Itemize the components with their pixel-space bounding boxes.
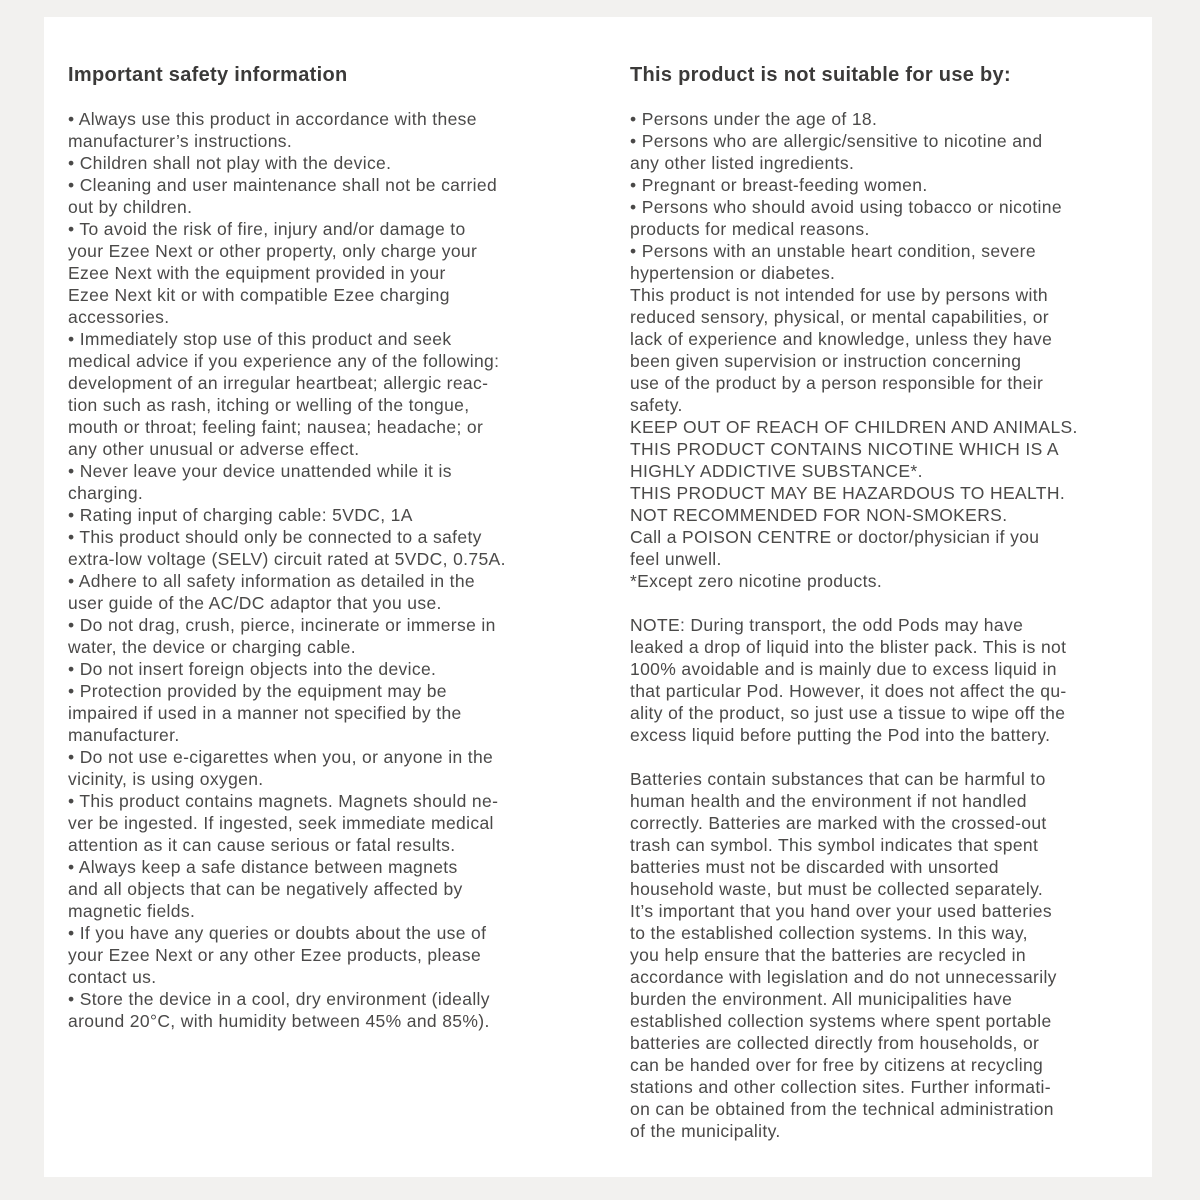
text-line: accordance with legislation and do not unnecessarily — [630, 967, 1057, 987]
text-line: • Pregnant or breast-feeding women. — [630, 175, 928, 195]
text-line: water, the device or charging cable. — [68, 637, 356, 657]
text-line: can be handed over for free by citizens at recycling — [630, 1055, 1044, 1075]
text-line: Call a POISON CENTRE or doctor/physician if you — [630, 527, 1040, 547]
text-line: human health and the environment if not handled — [630, 791, 1027, 811]
text-line: to the established collection systems. In this way, — [630, 923, 1028, 943]
text-line: impaired if used in a manner not specified by the — [68, 703, 462, 723]
text-line: charging. — [68, 483, 144, 503]
text-line: THIS PRODUCT MAY BE HAZARDOUS TO HEALTH. — [630, 483, 1066, 503]
text-line: • To avoid the risk of fire, injury and/or damage to — [68, 219, 466, 239]
text-line: • Do not insert foreign objects into the device. — [68, 659, 437, 679]
text-line: • Persons under the age of 18. — [630, 109, 878, 129]
text-line: your Ezee Next or other property, only charge your — [68, 241, 478, 261]
text-line: out by children. — [68, 197, 193, 217]
text-line: established collection systems where spent portable — [630, 1011, 1052, 1031]
text-line: of the municipality. — [630, 1121, 781, 1141]
safety-info-document — [44, 17, 1152, 1177]
text-line: 100% avoidable and is mainly due to excess liquid in — [630, 659, 1057, 679]
text-line: your Ezee Next or any other Ezee products, please — [68, 945, 482, 965]
text-line: user guide of the AC/DC adaptor that you use. — [68, 593, 442, 613]
text-line: *Except zero nicotine products. — [630, 571, 883, 591]
text-line: and all objects that can be negatively affected by — [68, 879, 463, 899]
text-line: • Adhere to all safety information as detailed in the — [68, 571, 475, 591]
text-line: ality of the product, so just use a tissue to wipe off the — [630, 703, 1066, 723]
text-line: burden the environment. All municipalities have — [630, 989, 1013, 1009]
text-line: KEEP OUT OF REACH OF CHILDREN AND ANIMALS. — [630, 417, 1078, 437]
left-column — [68, 63, 618, 1032]
text-line: • Always use this product in accordance with these — [68, 109, 477, 129]
text-line: you help ensure that the batteries are recycled in — [630, 945, 1026, 965]
text-line: • Always keep a safe distance between magnets — [68, 857, 458, 877]
text-line: This product is not intended for use by persons with — [630, 285, 1048, 305]
text-line: NOT RECOMMENDED FOR NON-SMOKERS. — [630, 505, 1008, 525]
text-line: development of an irregular heartbeat; allergic reac- — [68, 373, 489, 393]
text-line: Batteries contain substances that can be harmful to — [630, 769, 1046, 789]
text-line: • Never leave your device unattended while it is — [68, 461, 452, 481]
text-line: manufacturer’s instructions. — [68, 131, 293, 151]
text-line: been given supervision or instruction concerning — [630, 351, 1022, 371]
text-line: • This product should only be connected to a safety — [68, 527, 482, 547]
text-line: • Persons who are allergic/sensitive to nicotine and — [630, 131, 1043, 151]
text-line: use of the product by a person responsible for their — [630, 373, 1044, 393]
right-column — [630, 63, 1145, 1142]
text-line: It’s important that you hand over your used batteries — [630, 901, 1052, 921]
text-line: • Rating input of charging cable: 5VDC, 1A — [68, 505, 413, 525]
text-line: any other listed ingredients. — [630, 153, 855, 173]
text-line — [630, 746, 1145, 768]
left-column-text — [68, 108, 618, 1032]
left-column-heading: Important safety information — [68, 64, 348, 86]
text-line: correctly. Batteries are marked with the crossed-out — [630, 813, 1047, 833]
text-line: attention as it can cause serious or fatal results. — [68, 835, 456, 855]
text-line: reduced sensory, physical, or mental capabilities, or — [630, 307, 1049, 327]
text-line: Ezee Next with the equipment provided in your — [68, 263, 446, 283]
text-line: THIS PRODUCT CONTAINS NICOTINE WHICH IS A — [630, 439, 1059, 459]
text-line: • Do not drag, crush, pierce, incinerate or immerse in — [68, 615, 496, 635]
text-line: household waste, but must be collected separately. — [630, 879, 1044, 899]
text-line: vicinity, is using oxygen. — [68, 769, 264, 789]
text-line: contact us. — [68, 967, 157, 987]
text-line: • Children shall not play with the device. — [68, 153, 392, 173]
text-line: medical advice if you experience any of the following: — [68, 351, 500, 371]
text-line: batteries must not be discarded with unsorted — [630, 857, 999, 877]
text-line: lack of experience and knowledge, unless they have — [630, 329, 1053, 349]
text-line: • Immediately stop use of this product and seek — [68, 329, 452, 349]
text-line: that particular Pod. However, it does not affect the qu- — [630, 681, 1067, 701]
text-line: around 20°C, with humidity between 45% and 85%). — [68, 1011, 490, 1031]
text-line: • Do not use e-cigarettes when you, or anyone in the — [68, 747, 494, 767]
text-line: any other unusual or adverse effect. — [68, 439, 360, 459]
text-line: • If you have any queries or doubts about the use of — [68, 923, 487, 943]
text-line: Ezee Next kit or with compatible Ezee charging — [68, 285, 450, 305]
text-line: NOTE: During transport, the odd Pods may have — [630, 615, 1024, 635]
text-line: HIGHLY ADDICTIVE SUBSTANCE*. — [630, 461, 923, 481]
text-line: tion such as rash, itching or welling of the tongue, — [68, 395, 470, 415]
text-line: feel unwell. — [630, 549, 722, 569]
text-line: batteries are collected directly from households, or — [630, 1033, 1040, 1053]
right-column-heading: This product is not suitable for use by: — [630, 64, 1011, 86]
text-line: on can be obtained from the technical administration — [630, 1099, 1054, 1119]
text-line: excess liquid before putting the Pod into the battery. — [630, 725, 1051, 745]
text-line: trash can symbol. This symbol indicates that spent — [630, 835, 1039, 855]
right-column-text — [630, 108, 1145, 1142]
text-line: safety. — [630, 395, 683, 415]
text-line: stations and other collection sites. Further informati- — [630, 1077, 1051, 1097]
text-line: • Cleaning and user maintenance shall not be carried — [68, 175, 498, 195]
text-line: hypertension or diabetes. — [630, 263, 836, 283]
text-line: mouth or throat; feeling faint; nausea; headache; or — [68, 417, 484, 437]
text-line: • Protection provided by the equipment may be — [68, 681, 447, 701]
text-line: products for medical reasons. — [630, 219, 870, 239]
text-line: ver be ingested. If ingested, seek immediate medical — [68, 813, 494, 833]
text-line: magnetic fields. — [68, 901, 196, 921]
text-line — [630, 592, 1145, 614]
text-line: • Store the device in a cool, dry environment (ideally — [68, 989, 490, 1009]
text-line: manufacturer. — [68, 725, 180, 745]
text-line: accessories. — [68, 307, 170, 327]
text-line: • Persons with an unstable heart condition, severe — [630, 241, 1036, 261]
text-line: • This product contains magnets. Magnets should ne- — [68, 791, 499, 811]
text-line: extra-low voltage (SELV) circuit rated at 5VDC, 0.75A. — [68, 549, 506, 569]
text-line: • Persons who should avoid using tobacco or nicotine — [630, 197, 1062, 217]
text-line: leaked a drop of liquid into the blister pack. This is not — [630, 637, 1067, 657]
